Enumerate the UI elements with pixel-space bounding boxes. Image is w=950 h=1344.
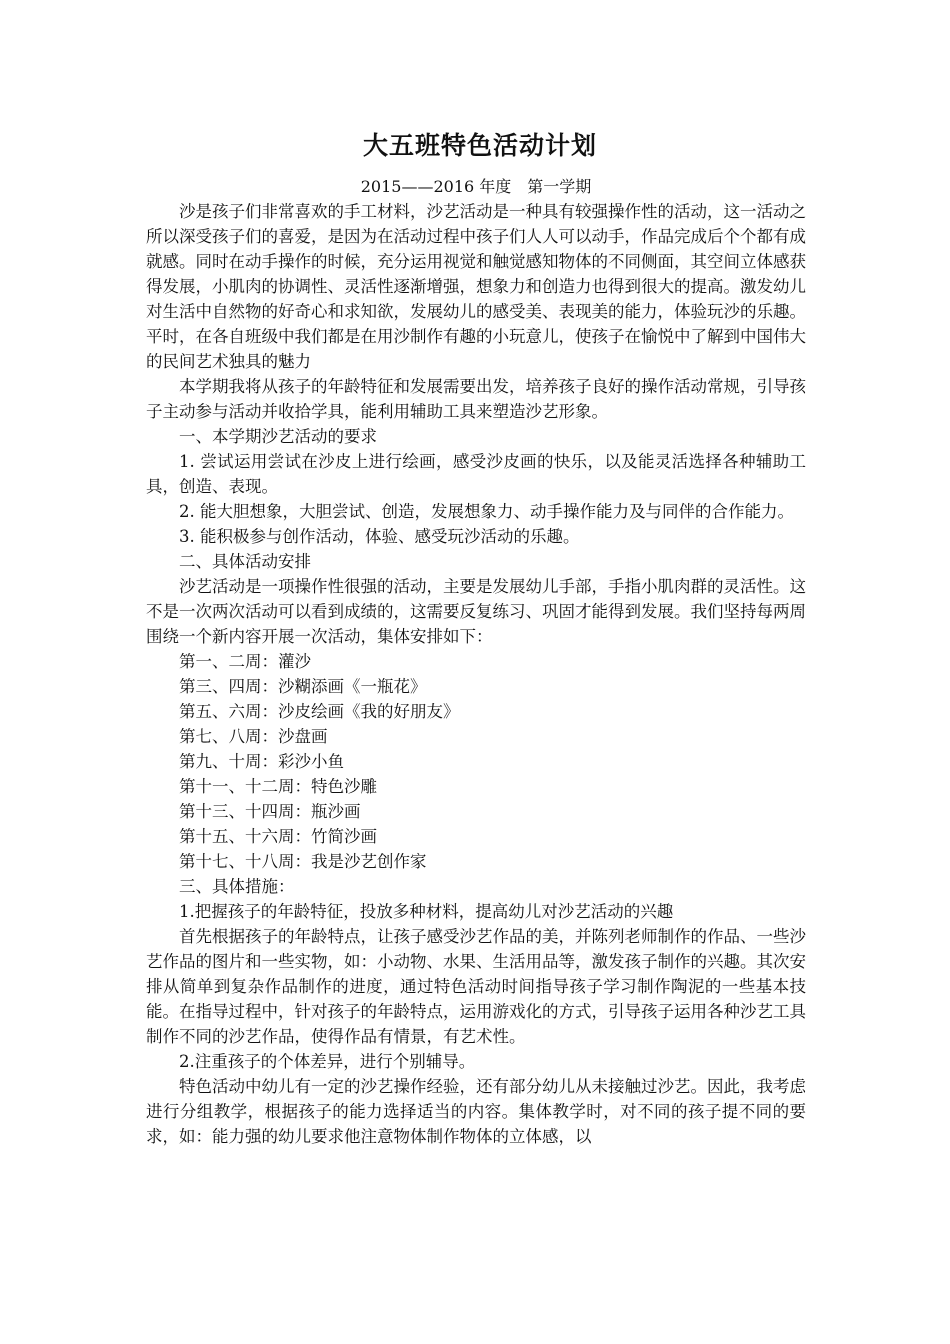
requirement-item-1: 1. 尝试运用尝试在沙皮上进行绘画，感受沙皮画的快乐，以及能灵活选择各种辅助工具，创造、表现。 <box>146 452 806 496</box>
section-1-heading: 一、本学期沙艺活动的要求 <box>179 427 377 446</box>
schedule-item: 第三、四周：沙糊添画《一瓶花》 <box>179 677 427 696</box>
schedule-item: 第七、八周：沙盘画 <box>179 727 328 746</box>
schedule-item: 第十三、十四周：瓶沙画 <box>179 802 361 821</box>
section-3-heading: 三、具体措施： <box>179 877 295 896</box>
schedule-item: 第九、十周：彩沙小鱼 <box>179 752 344 771</box>
schedule-item: 第一、二周：灌沙 <box>179 652 311 671</box>
schedule-item: 第十五、十六周：竹简沙画 <box>179 827 377 846</box>
measure-1-body: 首先根据孩子的年龄特点，让孩子感受沙艺作品的美，并陈列老师制作的作品、一些沙艺作品的图片和一些实物，如：小动物、水果、生活用品等，激发孩子制作的兴趣。其次安排从简单到复杂作品制作的进度，通过特色活动时间指导孩子学习制作陶泥的一些基本技能。在指导过程中，针对孩子的年龄特点，运用游戏化的方式，引导孩子运用各种沙艺工具制作不同的沙艺作品，使得作品有情景，有艺术性。 <box>146 927 806 1046</box>
measure-2-body: 特色活动中幼儿有一定的沙艺操作经验，还有部分幼儿从未接触过沙艺。因此，我考虑进行分组教学，根据孩子的能力选择适当的内容。集体教学时，对不同的孩子提不同的要求，如：能力强的幼儿要求他注意物体制作物体的立体感，以 <box>146 1077 806 1146</box>
intro-paragraph-2: 本学期我将从孩子的年龄特征和发展需要出发，培养孩子良好的操作活动常规，引导孩子主动参与活动并收拾学具，能利用辅助工具来塑造沙艺形象。 <box>146 377 806 421</box>
requirement-item-3: 3. 能积极参与创作活动，体验、感受玩沙活动的乐趣。 <box>179 527 580 546</box>
document-subtitle: 2015——2016 年度 第一学期 <box>360 177 592 196</box>
measure-2-heading: 2.注重孩子的个体差异，进行个别辅导。 <box>179 1052 476 1071</box>
intro-paragraph-1: 沙是孩子们非常喜欢的手工材料，沙艺活动是一种具有较强操作性的活动，这一活动之所以深受孩子们的喜爱，是因为在活动过程中孩子们人人可以动手，作品完成后个个都有成就感。同时在动手操作的时候，充分运用视觉和触觉感知物体的不同侧面，其空间立体感获得发展，小肌肉的协调性、灵活性逐渐增强，想象力和创造力也得到很大的提高。激发幼儿对生活中自然物的好奇心和求知欲，发展幼儿的感受美、表现美的能力，体验玩沙的乐趣。平时，在各自班级中我们都是在用沙制作有趣的小玩意儿，使孩子在愉悦中了解到中国伟大的民间艺术独具的魅力 <box>146 202 806 371</box>
document-page <box>146 128 806 1149</box>
measure-1-heading: 1.把握孩子的年龄特征，投放多种材料，提高幼儿对沙艺活动的兴趣 <box>179 902 674 921</box>
section-2-intro: 沙艺活动是一项操作性很强的活动，主要是发展幼儿手部，手指小肌肉群的灵活性。这不是一次两次活动可以看到成绩的，这需要反复练习、巩固才能得到发展。我们坚持每两周围绕一个新内容开展一次活动，集体安排如下： <box>146 577 806 646</box>
requirement-item-2: 2. 能大胆想象，大胆尝试、创造，发展想象力、动手操作能力及与同伴的合作能力。 <box>179 502 794 521</box>
schedule-item: 第五、六周：沙皮绘画《我的好朋友》 <box>179 702 460 721</box>
schedule-item: 第十一、十二周：特色沙雕 <box>179 777 377 796</box>
document-title: 大五班特色活动计划 <box>362 131 597 160</box>
schedule-item: 第十七、十八周：我是沙艺创作家 <box>179 852 427 871</box>
activity-schedule <box>146 649 806 874</box>
section-2-heading: 二、具体活动安排 <box>179 552 311 571</box>
